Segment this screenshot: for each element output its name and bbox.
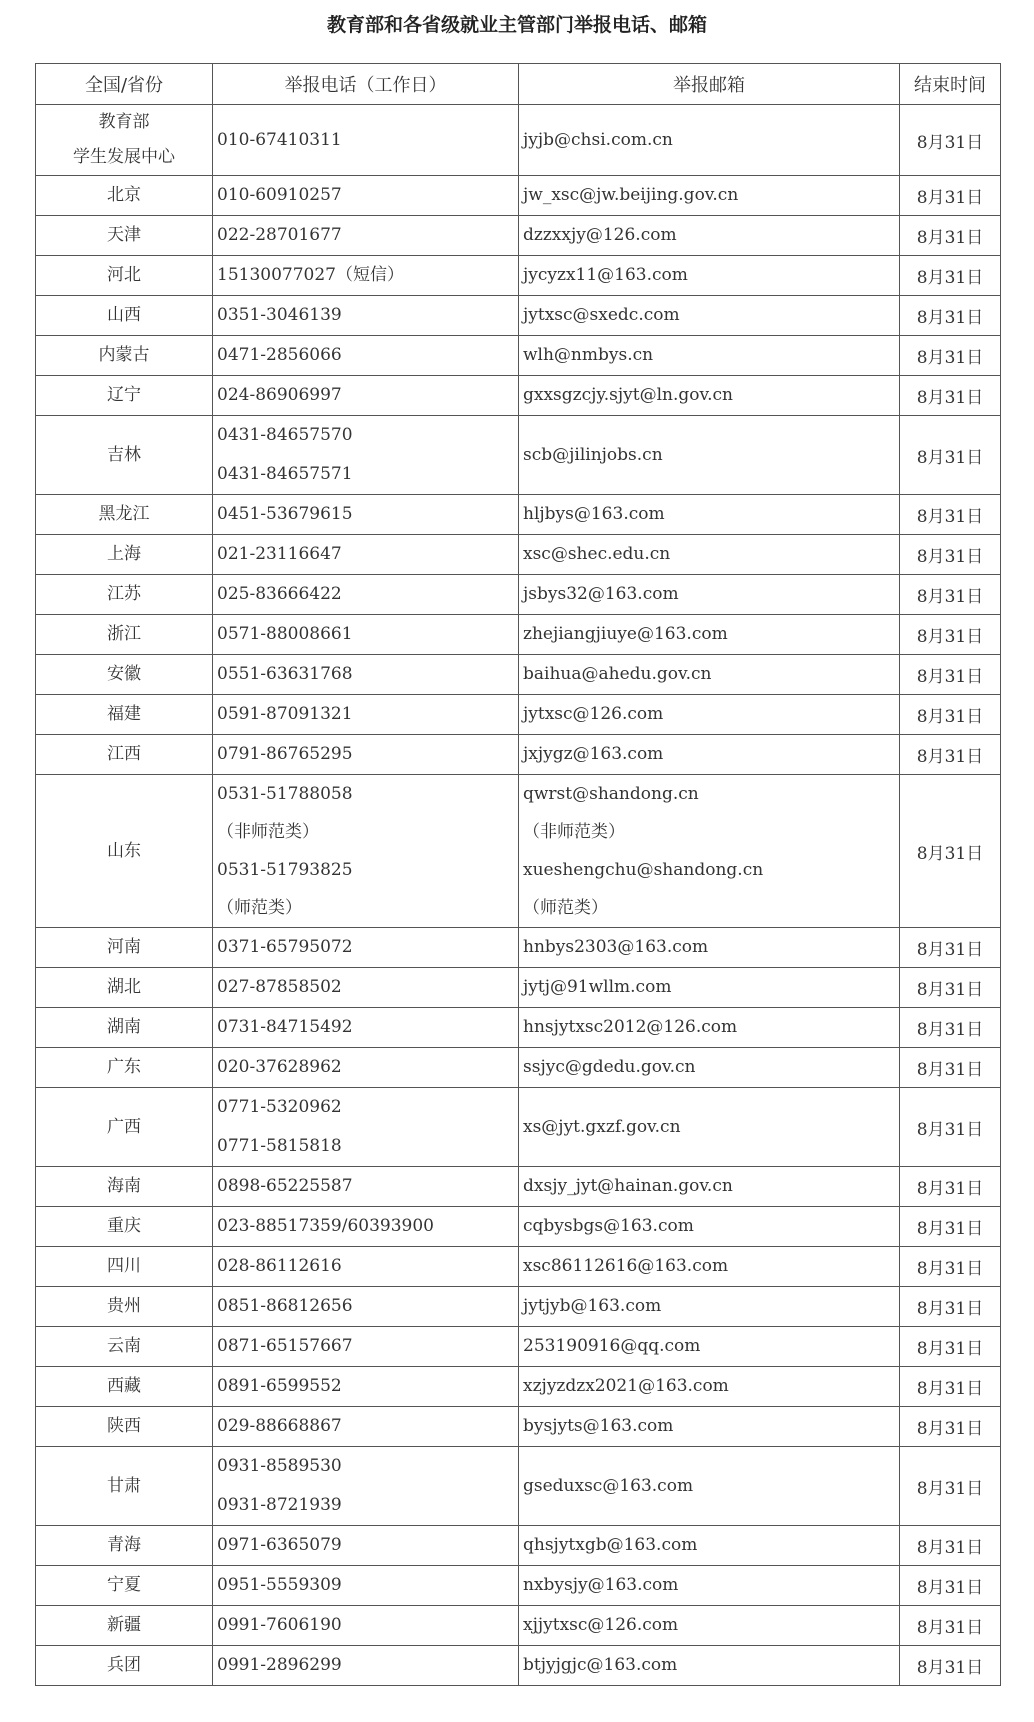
email-cell	[519, 176, 900, 216]
table-row	[36, 296, 1001, 336]
phone-cell	[213, 376, 519, 416]
email-cell-line: qhsjytxgb@163.com	[523, 1535, 698, 1555]
phone-cell-line: 0591-87091321	[217, 704, 353, 724]
email-cell	[519, 105, 900, 176]
phone-cell-line: 027-87858502	[217, 977, 342, 997]
email-cell	[519, 1447, 900, 1526]
phone-cell-line: 0851-86812656	[217, 1296, 353, 1316]
table-row	[36, 1407, 1001, 1447]
region-cell	[36, 615, 213, 655]
phone-cell-line: （师范类）	[217, 898, 302, 918]
table-row	[36, 1447, 1001, 1526]
table-row	[36, 928, 1001, 968]
phone-cell	[213, 1646, 519, 1686]
region-cell-line: 广西	[107, 1116, 141, 1137]
phone-cell-line: 010-67410311	[217, 129, 342, 150]
email-cell	[519, 376, 900, 416]
email-cell-line: qwrst@shandong.cn	[523, 784, 699, 804]
phone-cell	[213, 735, 519, 775]
table-row	[36, 655, 1001, 695]
table-row	[36, 1327, 1001, 1367]
email-cell	[519, 1526, 900, 1566]
phone-cell	[213, 256, 519, 296]
email-cell	[519, 1247, 900, 1287]
region-cell-line: 重庆	[107, 1216, 141, 1236]
email-cell	[519, 1566, 900, 1606]
end-date-cell: 8月31日	[900, 1207, 1001, 1247]
phone-cell-line: 0451-53679615	[217, 504, 353, 524]
phone-cell	[213, 1526, 519, 1566]
phone-cell	[213, 615, 519, 655]
email-cell	[519, 928, 900, 968]
table-row	[36, 1088, 1001, 1167]
end-date-cell: 8月31日	[900, 216, 1001, 256]
region-cell	[36, 256, 213, 296]
email-cell-line: 253190916@qq.com	[523, 1336, 701, 1356]
phone-cell	[213, 1606, 519, 1646]
phone-cell	[213, 336, 519, 376]
email-cell-line: xueshengchu@shandong.cn	[523, 860, 764, 880]
region-cell-line: 广东	[107, 1057, 141, 1077]
email-cell	[519, 655, 900, 695]
end-date-cell: 8月31日	[900, 655, 1001, 695]
table-row	[36, 735, 1001, 775]
phone-cell	[213, 1008, 519, 1048]
phone-cell-line: 0991-2896299	[217, 1655, 342, 1675]
region-cell-line: 河南	[107, 937, 141, 957]
phone-cell-line: 0471-2856066	[217, 345, 342, 365]
region-cell	[36, 1247, 213, 1287]
email-cell	[519, 775, 900, 928]
region-cell-line: 西藏	[107, 1376, 141, 1396]
end-date-cell: 8月31日	[900, 1646, 1001, 1686]
region-cell-line: 河北	[107, 265, 141, 285]
region-cell-line: 陕西	[107, 1416, 141, 1436]
phone-cell-line: 0891-6599552	[217, 1376, 342, 1396]
end-date-cell: 8月31日	[900, 1247, 1001, 1287]
phone-cell	[213, 1566, 519, 1606]
email-cell	[519, 615, 900, 655]
email-cell-line: baihua@ahedu.gov.cn	[523, 664, 712, 684]
email-cell	[519, 695, 900, 735]
email-cell	[519, 216, 900, 256]
phone-cell-line: 029-88668867	[217, 1416, 342, 1436]
end-date-cell: 8月31日	[900, 1327, 1001, 1367]
phone-cell-line: 025-83666422	[217, 584, 342, 604]
phone-cell-line: 021-23116647	[217, 544, 342, 564]
table-row	[36, 105, 1001, 176]
table-row	[36, 176, 1001, 216]
email-cell	[519, 1207, 900, 1247]
region-cell-line: 山西	[107, 305, 141, 325]
region-cell	[36, 535, 213, 575]
region-cell-line: 吉林	[107, 444, 141, 465]
table-row	[36, 336, 1001, 376]
end-date-cell: 8月31日	[900, 575, 1001, 615]
end-date-cell: 8月31日	[900, 695, 1001, 735]
end-date-cell: 8月31日	[900, 1367, 1001, 1407]
email-cell-line: bysjyts@163.com	[523, 1416, 674, 1436]
end-date-cell: 8月31日	[900, 1287, 1001, 1327]
region-cell-line: 上海	[107, 544, 141, 564]
region-cell-line: 北京	[107, 185, 141, 205]
end-date-cell: 8月31日	[900, 416, 1001, 495]
region-cell	[36, 1566, 213, 1606]
phone-cell	[213, 1367, 519, 1407]
region-cell-line: 福建	[107, 704, 141, 724]
report-contacts-table	[35, 63, 1001, 1686]
phone-cell-line: 0991-7606190	[217, 1615, 342, 1635]
end-date-cell: 8月31日	[900, 256, 1001, 296]
table-body	[36, 105, 1001, 1686]
end-date-cell: 8月31日	[900, 1048, 1001, 1088]
phone-cell	[213, 575, 519, 615]
email-cell-line: hljbys@163.com	[523, 504, 665, 524]
phone-cell	[213, 1088, 519, 1167]
email-cell	[519, 1167, 900, 1207]
email-cell-line: jytxsc@126.com	[523, 704, 664, 724]
end-date-cell: 8月31日	[900, 1566, 1001, 1606]
phone-cell	[213, 968, 519, 1008]
region-cell-line: 江西	[107, 744, 141, 764]
phone-cell-line: 0898-65225587	[217, 1176, 353, 1196]
header-email: 举报邮箱	[519, 64, 900, 105]
email-cell	[519, 1088, 900, 1167]
phone-cell-line: 0571-88008661	[217, 624, 353, 644]
end-date-cell: 8月31日	[900, 928, 1001, 968]
table-row	[36, 1008, 1001, 1048]
phone-cell	[213, 655, 519, 695]
table-row	[36, 1367, 1001, 1407]
phone-cell-line: 0951-5559309	[217, 1575, 342, 1595]
phone-cell-line: 0431-84657570	[217, 425, 353, 445]
table-row	[36, 1526, 1001, 1566]
region-cell	[36, 1207, 213, 1247]
phone-cell-line: 010-60910257	[217, 185, 342, 205]
region-cell-line: 浙江	[107, 624, 141, 644]
email-cell-line: xzjyzdzx2021@163.com	[523, 1376, 729, 1396]
region-cell	[36, 655, 213, 695]
email-cell-line: gxxsgzcjy.sjyt@ln.gov.cn	[523, 385, 733, 405]
phone-cell-line: 023-88517359/60393900	[217, 1216, 434, 1236]
email-cell-line: wlh@nmbys.cn	[523, 345, 654, 365]
table-row	[36, 216, 1001, 256]
email-cell	[519, 256, 900, 296]
region-cell-line: 四川	[107, 1256, 141, 1276]
region-cell	[36, 1526, 213, 1566]
email-cell-line: xsc@shec.edu.cn	[523, 544, 671, 564]
end-date-cell: 8月31日	[900, 176, 1001, 216]
region-cell-line: 教育部	[98, 112, 150, 132]
email-cell-line: nxbysjy@163.com	[523, 1575, 679, 1595]
region-cell	[36, 575, 213, 615]
email-cell-line: jycyzx11@163.com	[523, 265, 688, 285]
region-cell	[36, 105, 213, 176]
table-row	[36, 615, 1001, 655]
region-cell	[36, 735, 213, 775]
end-date-cell: 8月31日	[900, 376, 1001, 416]
phone-cell	[213, 495, 519, 535]
email-cell	[519, 1407, 900, 1447]
region-cell	[36, 1447, 213, 1526]
region-cell-line: 甘肃	[107, 1475, 141, 1496]
region-cell-line: 学生发展中心	[73, 147, 175, 167]
table-row	[36, 495, 1001, 535]
end-date-cell: 8月31日	[900, 296, 1001, 336]
region-cell	[36, 216, 213, 256]
email-cell	[519, 575, 900, 615]
phone-cell-line: 0531-51788058	[217, 784, 353, 804]
region-cell	[36, 296, 213, 336]
phone-cell	[213, 216, 519, 256]
phone-cell-line: 0771-5320962	[217, 1097, 342, 1117]
email-cell-line: jw_xsc@jw.beijing.gov.cn	[523, 185, 739, 205]
email-cell-line: gseduxsc@163.com	[523, 1475, 694, 1496]
end-date-cell: 8月31日	[900, 495, 1001, 535]
end-date-cell: 8月31日	[900, 968, 1001, 1008]
end-date-cell: 8月31日	[900, 535, 1001, 575]
phone-cell-line: 022-28701677	[217, 225, 342, 245]
table-row	[36, 256, 1001, 296]
email-cell-line: xs@jyt.gxzf.gov.cn	[523, 1116, 681, 1137]
email-cell-line: jytj@91wllm.com	[523, 977, 672, 997]
region-cell-line: 宁夏	[107, 1575, 141, 1595]
phone-cell-line: 020-37628962	[217, 1057, 342, 1077]
header-end-date: 结束时间	[900, 64, 1001, 105]
email-cell-line: jytjyb@163.com	[523, 1296, 662, 1316]
phone-cell-line: 0531-51793825	[217, 860, 353, 880]
region-cell-line: 黑龙江	[98, 504, 150, 524]
phone-cell	[213, 928, 519, 968]
phone-cell	[213, 1167, 519, 1207]
email-cell	[519, 1048, 900, 1088]
table-row	[36, 416, 1001, 495]
table-row	[36, 775, 1001, 928]
end-date-cell: 8月31日	[900, 1008, 1001, 1048]
phone-cell-line: 0731-84715492	[217, 1017, 353, 1037]
region-cell-line: 云南	[107, 1336, 141, 1356]
table-row	[36, 1287, 1001, 1327]
phone-cell	[213, 1327, 519, 1367]
region-cell	[36, 1088, 213, 1167]
region-cell	[36, 775, 213, 928]
email-cell-line: btjyjgjc@163.com	[523, 1655, 678, 1675]
email-cell-line: hnsjytxsc2012@126.com	[523, 1017, 738, 1037]
region-cell	[36, 928, 213, 968]
phone-cell-line: 0351-3046139	[217, 305, 342, 325]
phone-cell	[213, 296, 519, 336]
table-row	[36, 535, 1001, 575]
phone-cell	[213, 176, 519, 216]
email-cell-line: cqbysbgs@163.com	[523, 1216, 694, 1236]
phone-cell-line: 15130077027（短信）	[217, 265, 404, 285]
email-cell	[519, 735, 900, 775]
email-cell	[519, 1606, 900, 1646]
phone-cell	[213, 416, 519, 495]
end-date-cell: 8月31日	[900, 775, 1001, 928]
end-date-cell: 8月31日	[900, 1526, 1001, 1566]
phone-cell	[213, 1048, 519, 1088]
phone-cell	[213, 1407, 519, 1447]
email-cell	[519, 416, 900, 495]
phone-cell	[213, 1207, 519, 1247]
end-date-cell: 8月31日	[900, 615, 1001, 655]
end-date-cell: 8月31日	[900, 1606, 1001, 1646]
phone-cell	[213, 1287, 519, 1327]
page-title: 教育部和各省级就业主管部门举报电话、邮箱	[326, 14, 707, 36]
end-date-cell: 8月31日	[900, 735, 1001, 775]
phone-cell-line: 0791-86765295	[217, 744, 353, 764]
phone-cell	[213, 695, 519, 735]
region-cell	[36, 1367, 213, 1407]
phone-cell-line: 0931-8721939	[217, 1495, 342, 1515]
table-row	[36, 968, 1001, 1008]
region-cell-line: 新疆	[107, 1615, 141, 1635]
email-cell	[519, 1008, 900, 1048]
region-cell	[36, 336, 213, 376]
table-row	[36, 376, 1001, 416]
region-cell-line: 海南	[107, 1176, 141, 1196]
region-cell-line: 湖南	[107, 1017, 141, 1037]
phone-cell-line: 0371-65795072	[217, 937, 353, 957]
email-cell-line: jyjb@chsi.com.cn	[523, 129, 673, 150]
region-cell-line: 青海	[107, 1535, 141, 1555]
table-row	[36, 1646, 1001, 1686]
table-row	[36, 695, 1001, 735]
region-cell	[36, 1287, 213, 1327]
phone-cell-line: 0931-8589530	[217, 1456, 342, 1476]
region-cell	[36, 1407, 213, 1447]
phone-cell	[213, 1247, 519, 1287]
region-cell-line: 贵州	[107, 1296, 141, 1316]
email-cell	[519, 1327, 900, 1367]
table-row	[36, 575, 1001, 615]
phone-cell-line: （非师范类）	[217, 822, 319, 842]
email-cell	[519, 495, 900, 535]
region-cell	[36, 1008, 213, 1048]
email-cell-line: jxjygz@163.com	[523, 744, 664, 764]
region-cell	[36, 695, 213, 735]
region-cell	[36, 1606, 213, 1646]
email-cell-line: （师范类）	[523, 898, 608, 918]
table-row	[36, 1606, 1001, 1646]
phone-cell-line: 0551-63631768	[217, 664, 353, 684]
phone-cell-line: 0771-5815818	[217, 1136, 342, 1156]
email-cell-line: ssjyc@gdedu.gov.cn	[523, 1057, 696, 1077]
phone-cell-line: 0431-84657571	[217, 464, 353, 484]
phone-cell-line: 028-86112616	[217, 1256, 342, 1276]
region-cell-line: 安徽	[107, 664, 141, 684]
region-cell-line: 江苏	[107, 584, 141, 604]
end-date-cell: 8月31日	[900, 1447, 1001, 1526]
email-cell	[519, 1287, 900, 1327]
table-row	[36, 1048, 1001, 1088]
region-cell	[36, 495, 213, 535]
email-cell	[519, 1646, 900, 1686]
table-row	[36, 1566, 1001, 1606]
email-cell-line: hnbys2303@163.com	[523, 937, 709, 957]
region-cell	[36, 1167, 213, 1207]
email-cell	[519, 296, 900, 336]
region-cell	[36, 1048, 213, 1088]
table-row	[36, 1167, 1001, 1207]
header-region: 全国/省份	[36, 64, 213, 105]
phone-cell	[213, 105, 519, 176]
region-cell-line: 内蒙古	[98, 345, 150, 365]
phone-cell	[213, 535, 519, 575]
email-cell-line: xjjytxsc@126.com	[523, 1615, 679, 1635]
email-cell-line: zhejiangjiuye@163.com	[523, 624, 728, 644]
region-cell	[36, 968, 213, 1008]
email-cell	[519, 535, 900, 575]
email-cell-line: xsc86112616@163.com	[523, 1256, 729, 1276]
region-cell	[36, 1646, 213, 1686]
end-date-cell: 8月31日	[900, 336, 1001, 376]
email-cell	[519, 968, 900, 1008]
end-date-cell: 8月31日	[900, 1407, 1001, 1447]
email-cell-line: dxsjy_jyt@hainan.gov.cn	[523, 1176, 733, 1196]
phone-cell	[213, 1447, 519, 1526]
end-date-cell: 8月31日	[900, 1167, 1001, 1207]
header-phone: 举报电话（工作日）	[213, 64, 519, 105]
end-date-cell: 8月31日	[900, 105, 1001, 176]
table-header-row	[36, 64, 1001, 105]
email-cell-line: jytxsc@sxedc.com	[523, 305, 680, 325]
email-cell	[519, 1367, 900, 1407]
phone-cell-line: 0971-6365079	[217, 1535, 342, 1555]
region-cell	[36, 416, 213, 495]
region-cell-line: 湖北	[107, 977, 141, 997]
phone-cell-line: 024-86906997	[217, 385, 342, 405]
region-cell	[36, 176, 213, 216]
phone-cell-line: 0871-65157667	[217, 1336, 353, 1356]
end-date-cell: 8月31日	[900, 1088, 1001, 1167]
region-cell-line: 天津	[107, 225, 141, 245]
region-cell	[36, 376, 213, 416]
region-cell-line: 山东	[107, 840, 141, 861]
email-cell-line: scb@jilinjobs.cn	[523, 444, 663, 465]
email-cell-line: dzzxxjy@126.com	[523, 225, 677, 245]
table-row	[36, 1207, 1001, 1247]
email-cell	[519, 336, 900, 376]
email-cell-line: （非师范类）	[523, 822, 625, 842]
table-row	[36, 1247, 1001, 1287]
email-cell-line: jsbys32@163.com	[523, 584, 679, 604]
region-cell-line: 辽宁	[107, 385, 141, 405]
region-cell-line: 兵团	[107, 1655, 141, 1675]
region-cell	[36, 1327, 213, 1367]
phone-cell	[213, 775, 519, 928]
